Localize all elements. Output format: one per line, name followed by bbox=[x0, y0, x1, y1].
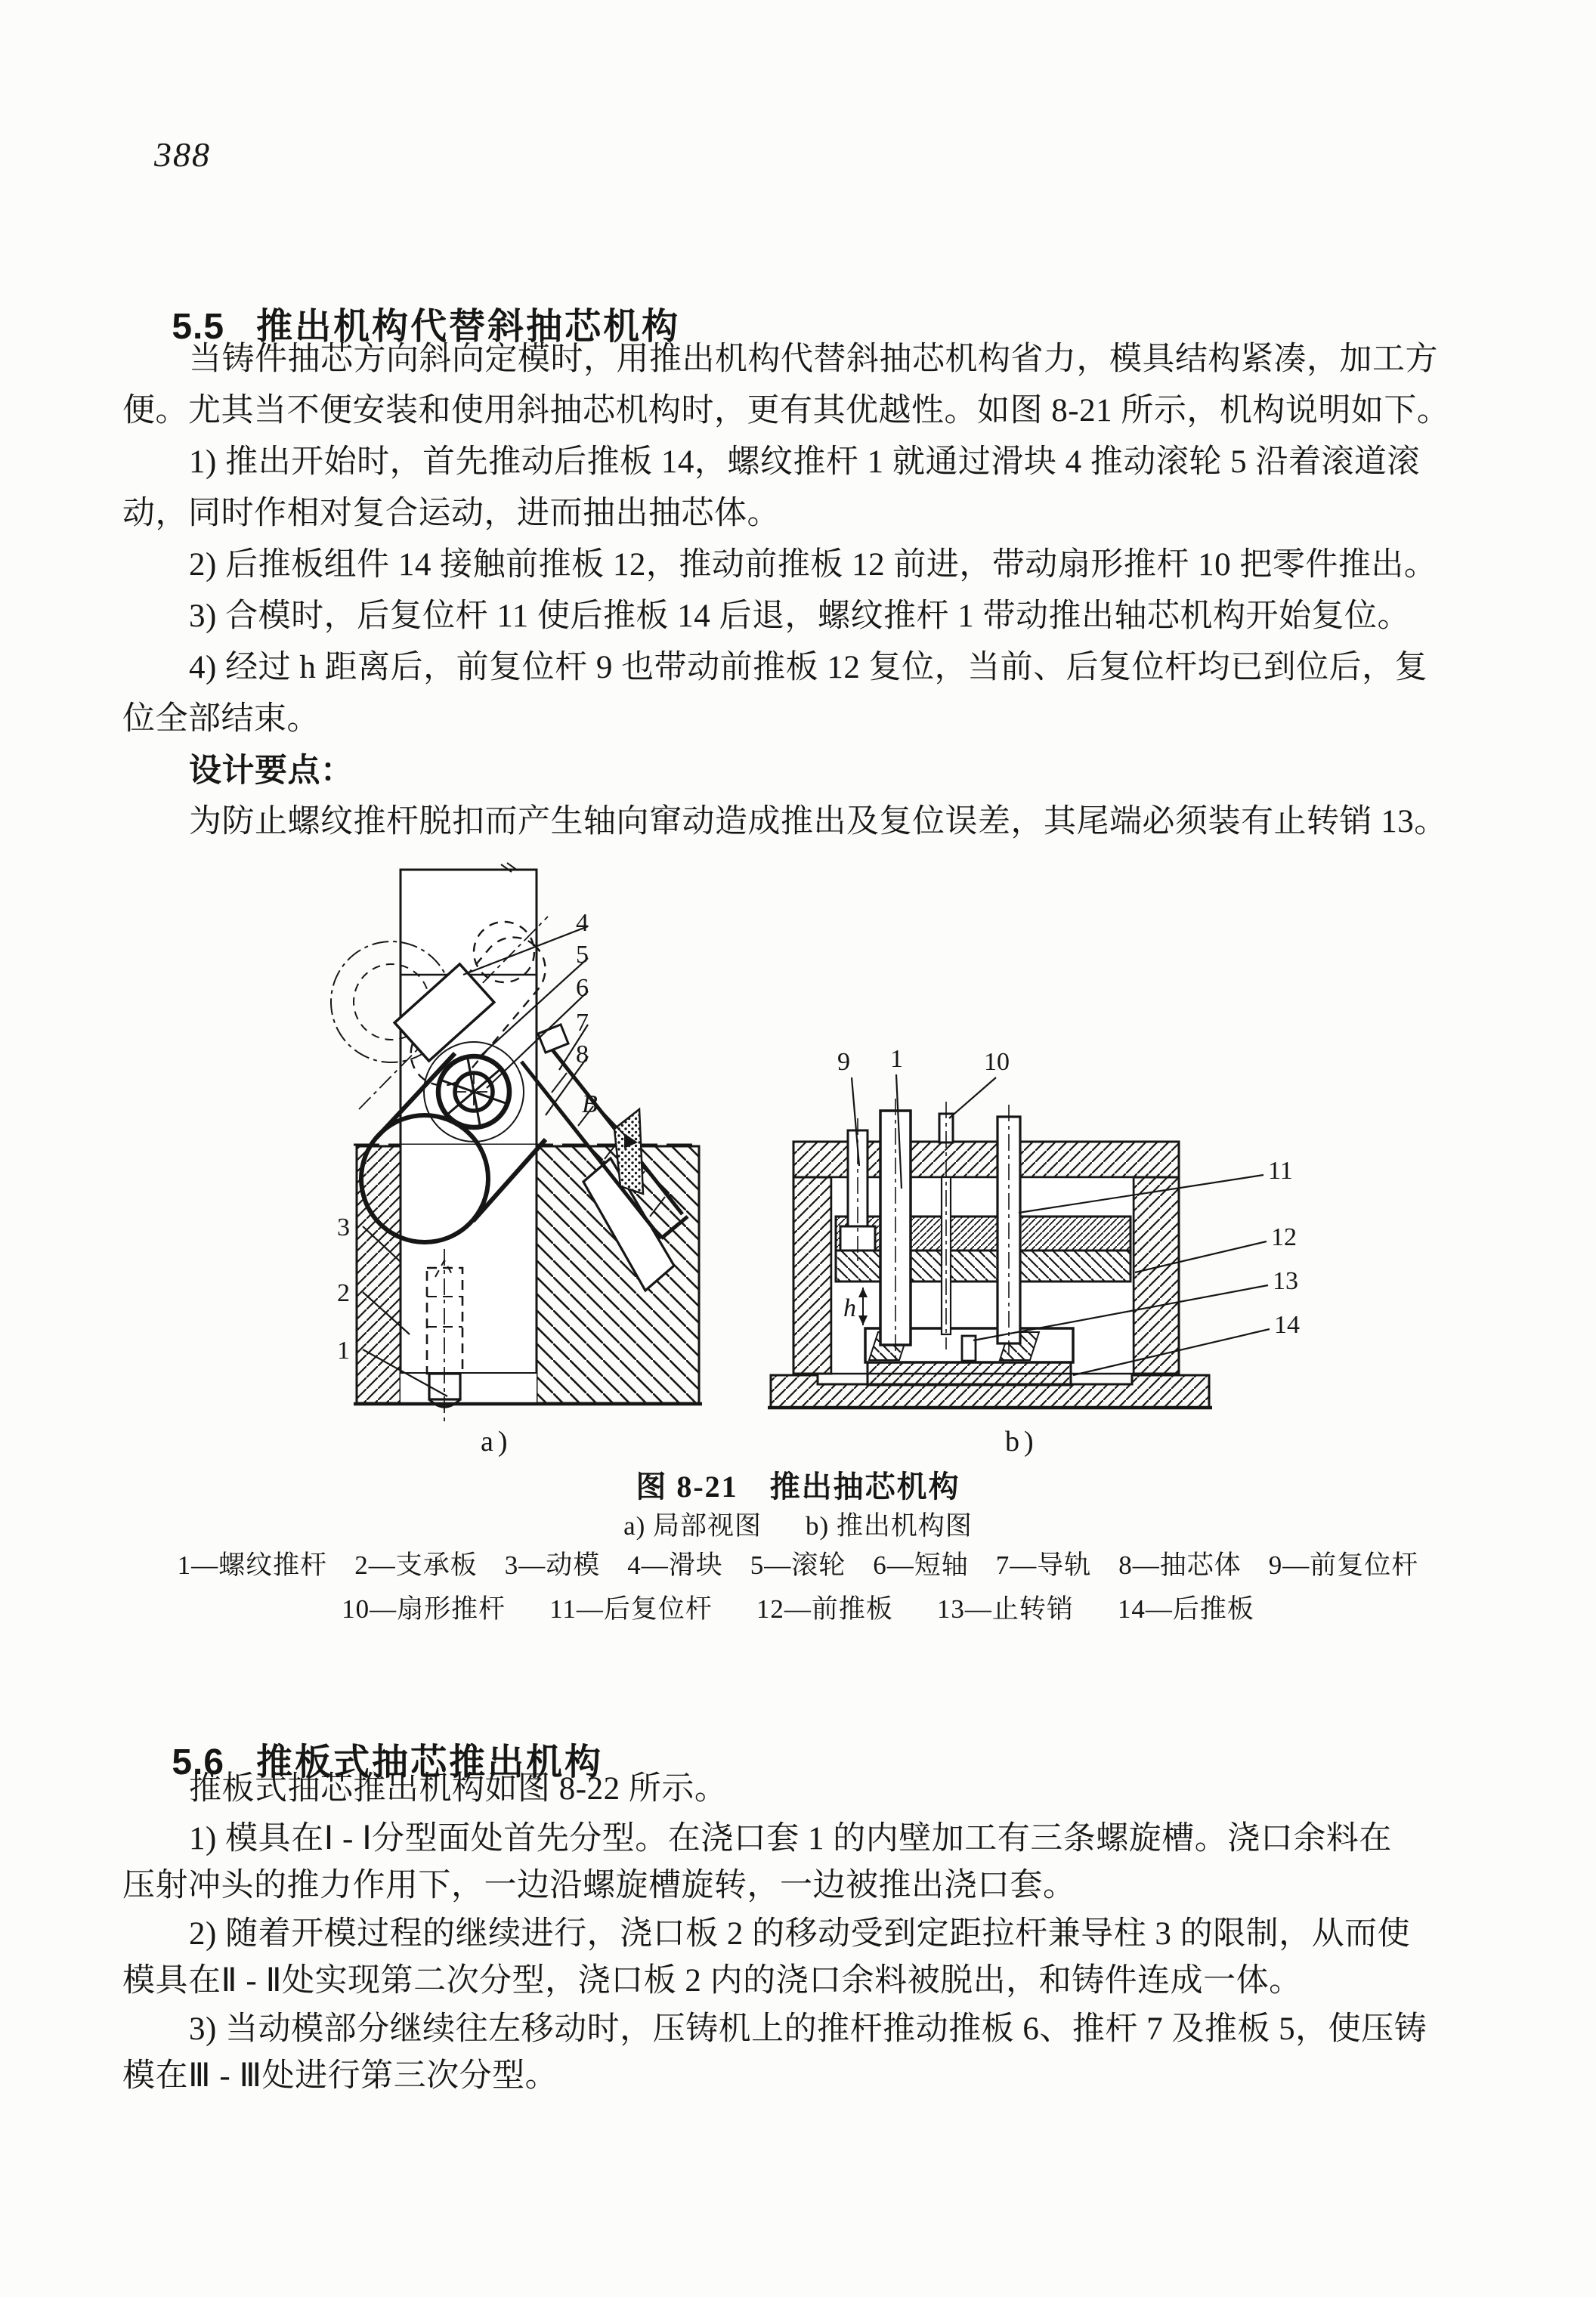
callout-label: 13 bbox=[1273, 1267, 1298, 1295]
part-item: 12—前推板 bbox=[756, 1594, 893, 1624]
paragraph-line: 便。尤其当不便安装和使用斜抽芯机构时，更有其优越性。如图 8-21 所示，机构说明如下。 bbox=[122, 393, 1450, 428]
callout-label: 2 bbox=[337, 1279, 350, 1307]
subcaption-a: a) 局部视图 bbox=[623, 1511, 762, 1541]
part-item: 4—滑块 bbox=[627, 1550, 723, 1580]
list-item-line: 1) 模具在Ⅰ - Ⅰ分型面处首先分型。在浇口套 1 的内壁加工有三条螺旋槽。浇口余料在 bbox=[189, 1821, 1392, 1856]
part-item: 2—支承板 bbox=[354, 1550, 478, 1580]
left-wall-hatched bbox=[793, 1177, 831, 1374]
rear-plate-hatched bbox=[868, 1362, 1071, 1385]
right-wall-hatched bbox=[1134, 1177, 1179, 1374]
part-item: 8—抽芯体 bbox=[1118, 1550, 1242, 1580]
figure-subcaption bbox=[0, 1505, 1596, 1543]
section-5-5-heading: 推出机构代替斜抽芯机构 bbox=[256, 307, 681, 347]
part-item: 3—动模 bbox=[504, 1550, 601, 1580]
callout-label: B bbox=[582, 1090, 598, 1118]
section-5-6-heading: 推板式抽芯推出机构 bbox=[256, 1742, 604, 1782]
callout-label: 9 bbox=[837, 1048, 850, 1076]
callout-label: 4 bbox=[576, 909, 589, 937]
panel-a-section-view bbox=[331, 863, 702, 1425]
figure-parts-list-row2 bbox=[0, 1588, 1596, 1626]
callout-label: 7 bbox=[576, 1009, 589, 1037]
figure-8-21 bbox=[287, 845, 1375, 1510]
part-item: 7—导轨 bbox=[995, 1550, 1092, 1580]
dimension-h-label: h bbox=[843, 1294, 856, 1322]
callout-label: 8 bbox=[576, 1040, 589, 1068]
callout-label: 11 bbox=[1268, 1157, 1293, 1185]
callout-label: 10 bbox=[984, 1048, 1010, 1076]
list-item-line: 4) 经过 h 距离后，前复位杆 9 也带动前推板 12 复位，当前、后复位杆均已到位后，复 bbox=[189, 650, 1428, 685]
part-item: 11—后复位杆 bbox=[549, 1594, 713, 1624]
list-item-line: 3) 合模时，后复位杆 11 使后推板 14 后退，螺纹推杆 1 带动推出轴芯机构开始复位。 bbox=[189, 598, 1410, 634]
list-item-line: 模在Ⅲ - Ⅲ处进行第三次分型。 bbox=[122, 2058, 558, 2094]
list-item-line: 压射冲头的推力作用下，一边沿螺旋槽旋转，一边被推出浇口套。 bbox=[122, 1868, 1076, 1903]
part-item: 9—前复位杆 bbox=[1268, 1550, 1419, 1580]
figure-caption: 图 8-21 推出抽芯机构 bbox=[636, 1470, 960, 1504]
paragraph-line: 推板式抽芯推出机构如图 8-22 所示。 bbox=[189, 1771, 728, 1807]
part-item: 5—滚轮 bbox=[750, 1550, 846, 1580]
panel-a-label: a) bbox=[481, 1426, 512, 1458]
callout-label: 1 bbox=[890, 1045, 903, 1073]
list-item-line: 2) 随着开模过程的继续进行，浇口板 2 的移动受到定距拉杆兼导柱 3 的限制，从而使 bbox=[189, 1916, 1411, 1952]
callout-label: 1 bbox=[337, 1337, 350, 1365]
part-item: 6—短轴 bbox=[873, 1550, 969, 1580]
part-item: 13—止转销 bbox=[936, 1594, 1074, 1624]
figure-8-21-drawing bbox=[287, 845, 1375, 1510]
list-item-line: 2) 后推板组件 14 接触前推板 12，推动前推板 12 前进，带动扇形推杆 10 把零件推出。 bbox=[189, 547, 1437, 583]
section-5-6-number: 5.6 bbox=[172, 1742, 225, 1782]
list-item-line: 3) 当动模部分继续往左移动时，压铸机上的推杆推动推板 6、推杆 7 及推板 5，使压铸 bbox=[189, 2011, 1427, 2047]
part-item: 14—后推板 bbox=[1117, 1594, 1254, 1624]
design-points-heading: 设计要点： bbox=[189, 753, 354, 789]
callout-label: 6 bbox=[576, 974, 589, 1002]
subcaption-b: b) 推出机构图 bbox=[806, 1511, 973, 1541]
callout-label: 14 bbox=[1274, 1311, 1300, 1339]
panel-b-mechanism-view bbox=[768, 1074, 1270, 1408]
callout-label: 5 bbox=[576, 941, 589, 969]
page-number: 388 bbox=[154, 135, 211, 174]
part-item: 10—扇形推杆 bbox=[342, 1594, 506, 1624]
panel-b-label: b) bbox=[1005, 1426, 1038, 1458]
list-item-line: 动，同时作相对复合运动，进而抽出抽芯体。 bbox=[122, 496, 780, 531]
section-5-5-number: 5.5 bbox=[172, 307, 225, 347]
list-item-line: 位全部结束。 bbox=[122, 701, 320, 737]
paragraph-line: 为防止螺纹推杆脱扣而产生轴向窜动造成推出及复位误差，其尾端必须装有止转销 13。 bbox=[189, 804, 1447, 839]
callout-label: 3 bbox=[337, 1213, 350, 1241]
list-item-line: 1) 推出开始时，首先推动后推板 14，螺纹推杆 1 就通过滑块 4 推动滚轮 5 沿着滚道滚 bbox=[189, 444, 1420, 480]
callout-label: 12 bbox=[1271, 1223, 1297, 1251]
part-item: 1—螺纹推杆 bbox=[177, 1550, 328, 1580]
paragraph-line: 当铸件抽芯方向斜向定模时，用推出机构代替斜抽芯机构省力，模具结构紧凑，加工方 bbox=[189, 342, 1438, 377]
figure-parts-list-row1 bbox=[0, 1544, 1596, 1582]
list-item-line: 模具在Ⅱ - Ⅱ处实现第二次分型，浇口板 2 内的浇口余料被脱出，和铸件连成一体。 bbox=[122, 1963, 1302, 1999]
